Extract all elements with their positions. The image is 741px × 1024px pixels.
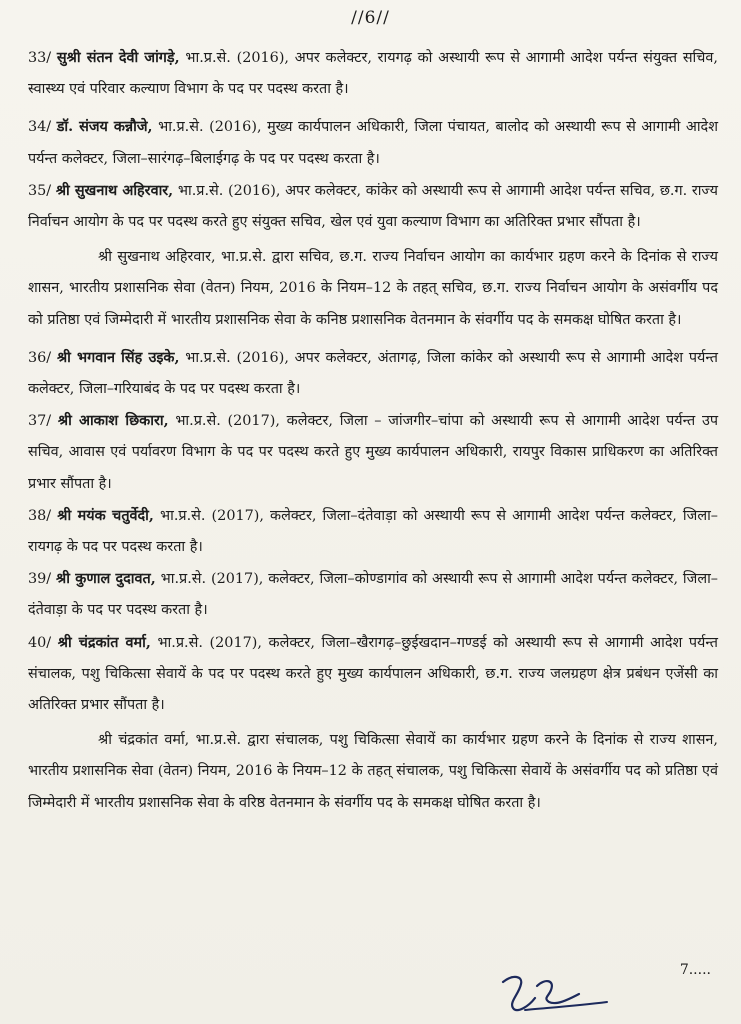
officer-name: डॉ. संजय कन्नौजे, bbox=[56, 118, 153, 136]
entry-34 bbox=[28, 111, 718, 174]
officer-name: सुश्री संतन देवी जांगड़े, bbox=[56, 49, 180, 66]
entry-36 bbox=[28, 342, 718, 405]
entry-number: 36/ bbox=[28, 349, 52, 366]
officer-name: श्री सुखनाथ अहिरवार, bbox=[55, 181, 174, 199]
entry-text: भा.प्र.से. (2016), मुख्य कार्यपालन अधिकारी, जिला पंचायत, बालोद को अस्थायी रूप से आगामी आदेश पर्यन्त कलेक्टर, जिला–सारंगढ़–बिलाईगढ़ के पद पर पदस्थ करता है। bbox=[28, 119, 718, 167]
page-number: //6// bbox=[351, 8, 390, 28]
signature-mark bbox=[495, 968, 625, 1016]
entry-text: भा.प्र.से. (2017), कलेक्टर, जिला–दंतेवाड़ा को अस्थायी रूप से आगामी आदेश पर्यन्त कलेक्टर, जिला–रायगढ़ के पद पर पदस्थ करता है। bbox=[28, 507, 718, 556]
entry-number: 38/ bbox=[28, 507, 52, 524]
entry-35-note bbox=[28, 242, 718, 336]
entry-text: भा.प्र.से. (2017), कलेक्टर, जिला–कोण्डागांव को अस्थायी रूप से आगामी आदेश पर्यन्त कलेक्टर, जिला–दंतेवाड़ा के पद पर पदस्थ करता है। bbox=[28, 571, 718, 619]
officer-name: श्री कुणाल दुदावत, bbox=[56, 570, 156, 588]
entry-40-note bbox=[28, 725, 718, 819]
entry-number: 37/ bbox=[28, 413, 52, 430]
entry-33 bbox=[28, 42, 718, 105]
entry-40 bbox=[28, 627, 718, 722]
officer-name: श्री चंद्रकांत वर्मा, bbox=[57, 633, 151, 651]
entry-text: भा.प्र.से. (2017), कलेक्टर, जिला–खैरागढ़–छुईखदान–गण्डई को अस्थायी रूप से आगामी आदेश पर्यन्त संचालक, पशु चिकित्सा सेवायें के पद पर पदस्थ करते हुए मुख्य कार्यपालन अधिकारी, छ.ग. राज्य जलग्रहण क्षेत्र प्रबंधन एजेंसी का अतिरिक्त प्रभार सौंपता है। bbox=[28, 634, 718, 714]
entry-37 bbox=[28, 405, 718, 500]
entry-35 bbox=[28, 175, 718, 238]
entry-number: 35/ bbox=[28, 182, 52, 199]
continued-marker: 7..... bbox=[679, 962, 711, 978]
entry-text: श्री सुखनाथ अहिरवार, भा.प्र.से. द्वारा सचिव, छ.ग. राज्य निर्वाचन आयोग का कार्यभार ग्रहण करने के दिनांक से राज्य शासन, भारतीय प्रशासनिक सेवा (वेतन) नियम, 2016 के नियम–12 के तहत् सचिव, छ.ग. राज्य निर्वाचन आयोग के असंवर्गीय पद को प्रतिष्ठा एवं जिम्मेदारी में भारतीय प्रशासनिक सेवा के कनिष्ठ प्रशासनिक वेतनमान के संवर्गीय पद के समकक्ष घोषित करता है। bbox=[28, 249, 718, 328]
entry-39 bbox=[28, 563, 718, 626]
entry-number: 39/ bbox=[28, 571, 52, 588]
entry-text: भा.प्र.से. (2017), कलेक्टर, जिला – जांजगीर–चांपा को अस्थायी रूप से आगामी आदेश पर्यन्त उप सचिव, आवास एवं पर्यावरण विभाग के पद पर पदस्थ करते हुए मुख्य कार्यपालन अधिकारी, रायपुर विकास प्राधिकरण का अतिरिक्त प्रभार सौंपता है। bbox=[28, 413, 719, 492]
order-body bbox=[28, 42, 718, 819]
entry-number: 40/ bbox=[28, 634, 52, 651]
page-footer bbox=[0, 958, 741, 1024]
entry-number: 34/ bbox=[28, 119, 52, 136]
entry-38 bbox=[28, 500, 718, 563]
entry-text: भा.प्र.से. (2016), अपर कलेक्टर, रायगढ़ को अस्थायी रूप से आगामी आदेश पर्यन्त संयुक्त सचिव, स्वास्थ्य एवं परिवार कल्याण विभाग के पद पर पदस्थ करता है। bbox=[28, 50, 718, 98]
officer-name: श्री भगवान सिंह उइके, bbox=[56, 348, 180, 366]
entry-text: भा.प्र.से. (2016), अपर कलेक्टर, कांकेर को अस्थायी रूप से आगामी आदेश पर्यन्त सचिव, छ.ग. राज्य निर्वाचन आयोग के पद पर पदस्थ करते हुए संयुक्त सचिव, खेल एवं युवा कल्याण विभाग का अतिरिक्त प्रभार सौंपता है। bbox=[28, 182, 719, 231]
officer-name: श्री आकाश छिकारा, bbox=[57, 412, 169, 430]
officer-name: श्री मयंक चतुर्वेदी, bbox=[57, 506, 154, 524]
entry-number: 33/ bbox=[28, 50, 52, 66]
entry-text: श्री चंद्रकांत वर्मा, भा.प्र.से. द्वारा संचालक, पशु चिकित्सा सेवायें का कार्यभार ग्रहण करने के दिनांक से राज्य शासन, भारतीय प्रशासनिक सेवा (वेतन) नियम, 2016 के नियम–12 के तहत् संचालक, पशु चिकित्सा सेवायें के असंवर्गीय पद को प्रतिष्ठा एवं जिम्मेदारी में भारतीय प्रशासनिक सेवा के वरिष्ठ वेतनमान के संवर्गीय पद के समकक्ष घोषित करता है। bbox=[28, 732, 718, 811]
entry-text: भा.प्र.से. (2016), अपर कलेक्टर, अंतागढ़, जिला कांकेर को अस्थायी रूप से आगामी आदेश पर्यन्त कलेक्टर, जिला–गरियाबंद के पद पर पदस्थ करता है। bbox=[28, 349, 718, 398]
